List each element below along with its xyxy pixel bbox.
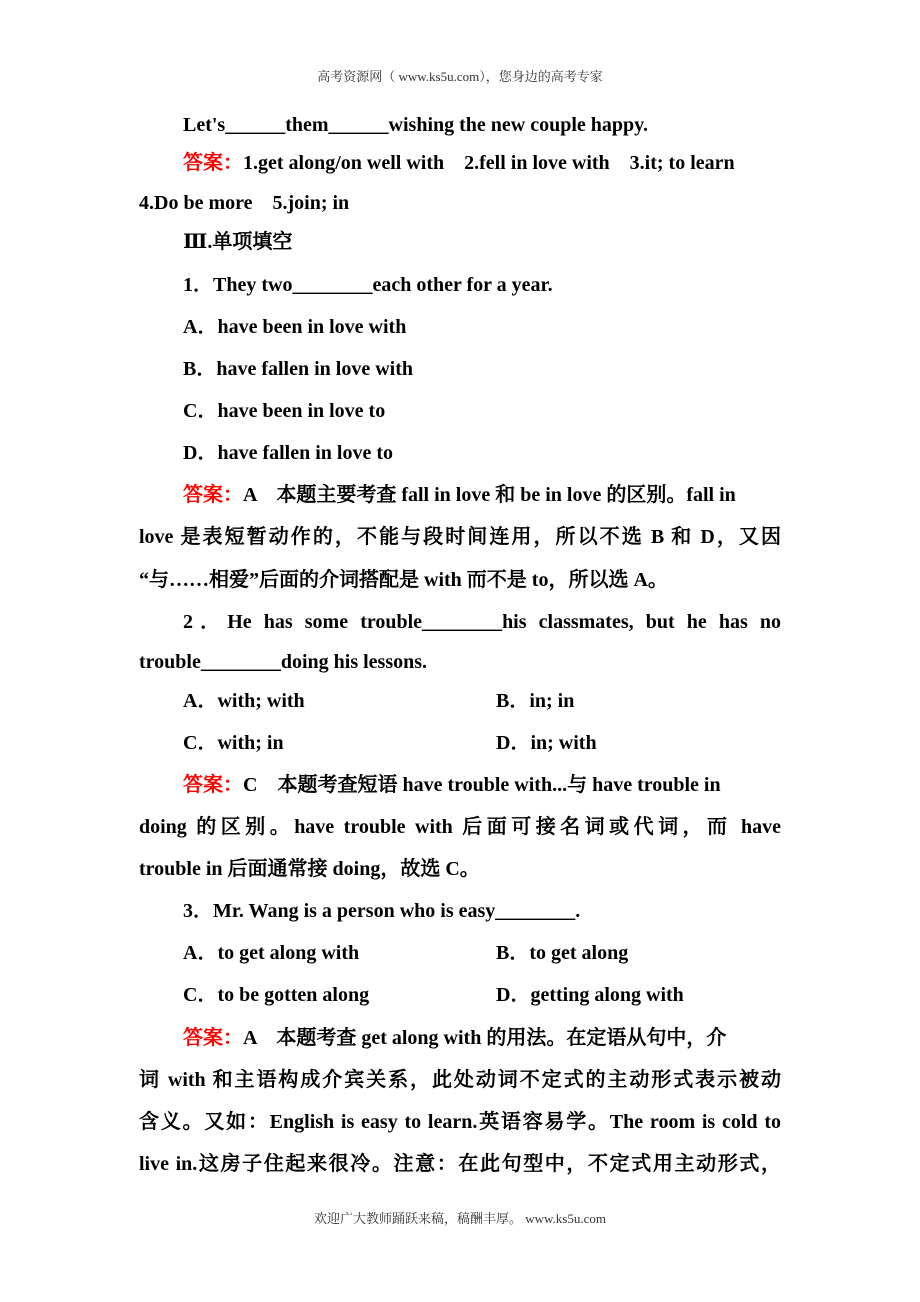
answer-line [183,1025,726,1051]
answer-label: 答案： [183,1027,243,1049]
text-line: live in.这房子住起来很冷。注意：在此句型中，不定式用主动形式， [139,1153,781,1175]
answer-text: C 本题考查短语 have trouble with...与 have trouble in [243,774,721,796]
text-line: 含义。又如：English is easy to learn.英语容易学。The room is cold to [139,1111,781,1133]
option-a: A．have been in love with [183,316,407,338]
text-line: trouble in 后面通常接 doing，故选 C。 [139,858,480,880]
text-line: 4.Do be more 5.join; in [139,192,350,214]
answer-text: A 本题主要考查 fall in love 和 be in love 的区别。fall in [243,484,736,506]
option-d: D．getting along with [496,984,684,1006]
option-c: C．have been in love to [183,400,386,422]
answer-line [183,772,721,798]
option-d: D．in; with [496,732,597,754]
options-row [183,940,781,966]
option-a: A．with; with [183,690,305,712]
text-line: trouble________doing his lessons. [139,651,428,673]
answer-label: 答案： [183,152,243,174]
answer-line [183,482,736,508]
option-b: B．to get along [496,942,629,964]
answer-label: 答案： [183,484,243,506]
question-3: 3．Mr. Wang is a person who is easy________. [183,900,581,922]
option-c: C．to be gotten along [183,984,370,1006]
answer-text: 1.get along/on well with 2.fell in love with 3.it; to learn [243,152,735,174]
answer-line [183,150,735,176]
page-header: 高考资源网（ www.ks5u.com），您身边的高考专家 [317,69,603,84]
page-footer: 欢迎广大教师踊跃来稿，稿酬丰厚。 www.ks5u.com [313,1211,606,1226]
text-line: doing 的区别。have trouble with 后面可接名词或代词，而 have [139,816,781,838]
question-1: 1．They two________each other for a year. [183,274,553,296]
answer-text: A 本题考查 get along with 的用法。在定语从句中，介 [243,1027,727,1049]
question-2: 2．He has some trouble________his classmates, but he has no [183,611,781,633]
option-a: A．to get along with [183,942,360,964]
option-d: D．have fallen in love to [183,442,393,464]
text-line: Let's______them______wishing the new couple happy. [183,114,649,136]
text-line: love 是表短暂动作的，不能与段时间连用，所以不选 B 和 D，又因 [139,526,781,548]
text-line: “与……相爱”后面的介词搭配是 with 而不是 to，所以选 A。 [139,569,668,591]
option-c: C．with; in [183,732,284,754]
options-row [183,688,781,714]
options-row [183,730,781,756]
option-b: B．in; in [496,690,575,712]
options-row [183,982,781,1008]
section-heading: Ⅲ.单项填空 [183,231,293,253]
answer-label: 答案： [183,774,243,796]
option-b: B．have fallen in love with [183,358,414,380]
text-line: 词 with 和主语构成介宾关系，此处动词不定式的主动形式表示被动 [139,1069,781,1091]
